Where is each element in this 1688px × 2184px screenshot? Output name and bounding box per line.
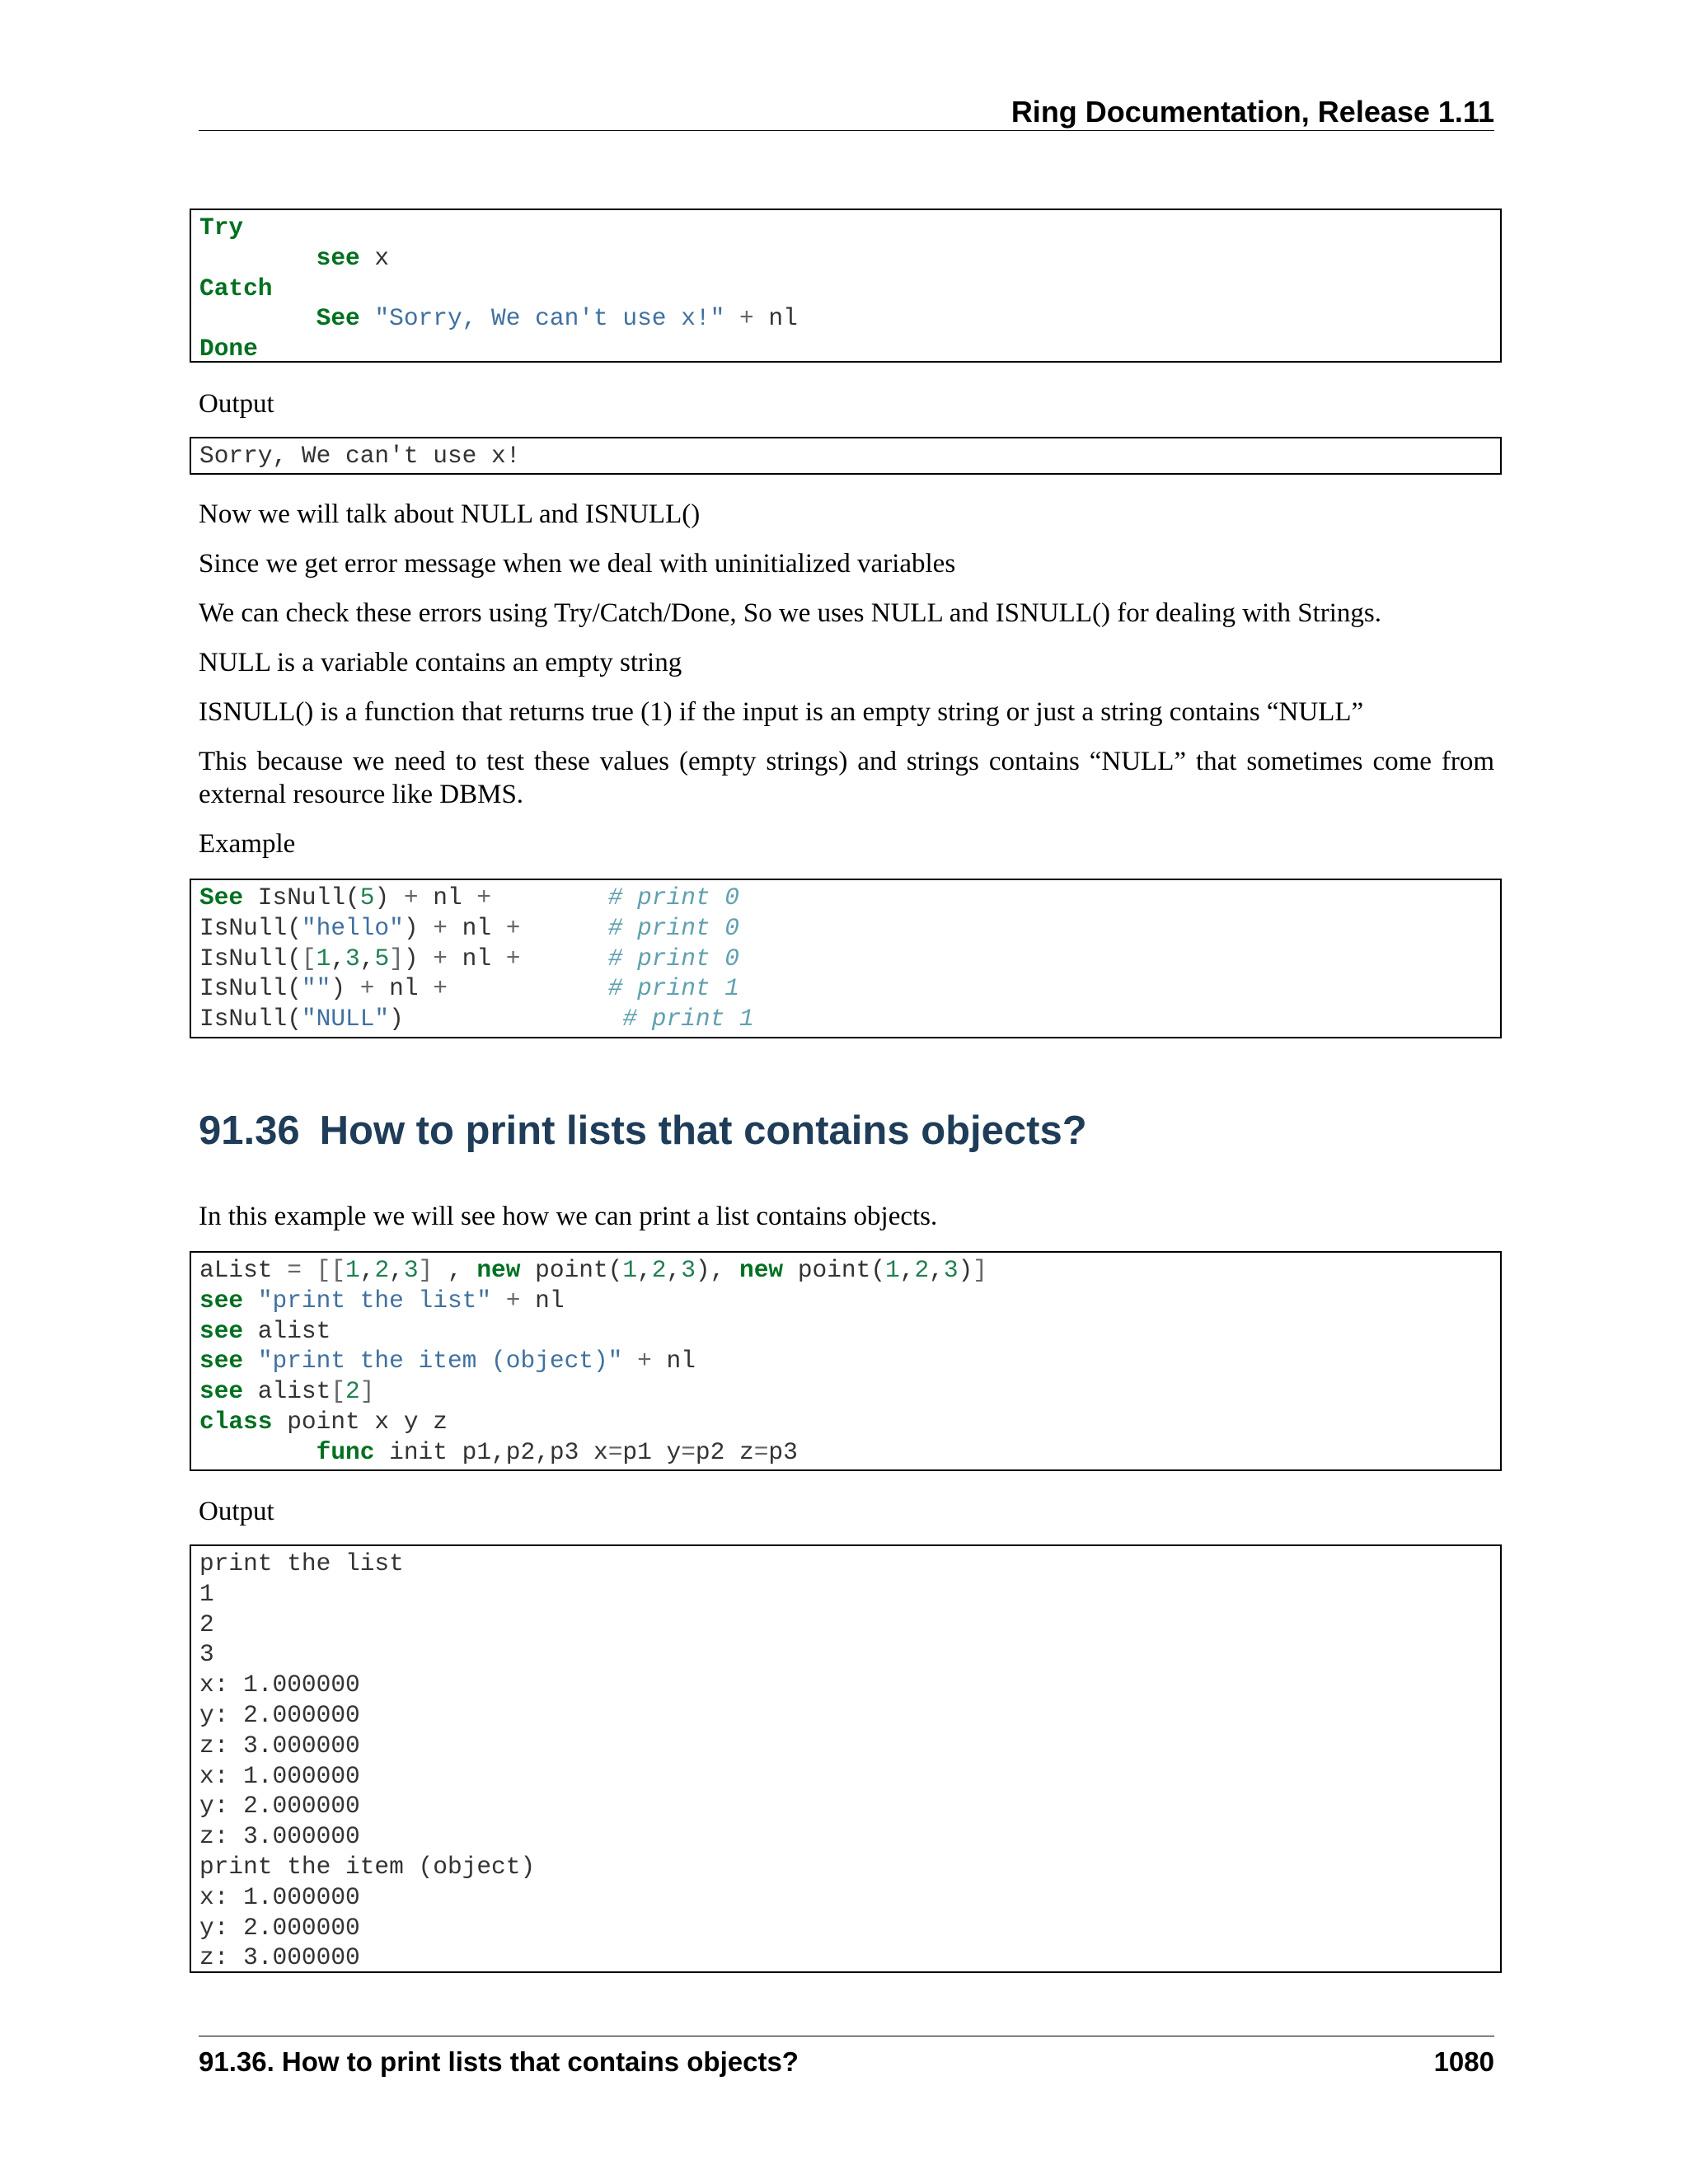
code-token: ] — [973, 1256, 987, 1284]
code-token: y: 2.000000 — [199, 1700, 360, 1729]
code-token: + — [622, 1347, 667, 1376]
paragraph: Now we will talk about NULL and ISNULL() — [199, 499, 701, 529]
code-token: ] — [389, 944, 404, 972]
code-line — [199, 1255, 1500, 1286]
code-token: + — [505, 944, 521, 972]
code-token: ) — [403, 944, 434, 972]
code-line — [199, 303, 1500, 334]
code-token: See — [199, 883, 244, 912]
code-token — [520, 914, 607, 942]
code-block-list-objects — [190, 1251, 1502, 1471]
code-token: point( — [520, 1256, 623, 1284]
code-token: , — [331, 944, 346, 972]
code-token: ) — [374, 883, 404, 912]
code-token: aList — [199, 1256, 288, 1284]
code-token: nl — [447, 944, 506, 972]
code-token: print the list — [199, 1549, 404, 1577]
code-token — [199, 1438, 316, 1466]
code-token: Catch — [199, 274, 273, 302]
code-token: = — [681, 1437, 696, 1466]
code-token: 1 — [316, 944, 331, 972]
code-token: IsNull( — [199, 913, 302, 942]
code-token: 5 — [374, 944, 390, 972]
code-line — [199, 1882, 1500, 1913]
code-token: , — [666, 1256, 682, 1284]
code-token: ) — [389, 1005, 404, 1033]
running-footer — [199, 2044, 1494, 2080]
code-block-isnull — [190, 879, 1502, 1038]
code-token — [302, 1256, 316, 1284]
code-line — [199, 1791, 1500, 1821]
code-line — [199, 1639, 1500, 1670]
code-token — [243, 1286, 258, 1315]
code-token: + — [359, 974, 375, 1003]
code-token — [199, 304, 316, 332]
code-token: 3 — [345, 944, 360, 972]
code-token: x: 1.000000 — [199, 1882, 360, 1911]
code-line — [199, 913, 1500, 944]
code-token: 2 — [914, 1256, 930, 1284]
code-token: new — [739, 1256, 784, 1284]
code-token — [404, 1005, 623, 1033]
code-line — [199, 243, 1500, 274]
code-token: ) — [331, 974, 360, 1003]
code-token: Done — [199, 335, 258, 363]
example-label: Example — [199, 829, 296, 859]
code-line — [199, 1376, 1500, 1407]
code-token: 2 — [374, 1256, 390, 1284]
code-token: x: 1.000000 — [199, 1761, 360, 1790]
code-token: 3 — [199, 1640, 214, 1669]
code-token: ] — [418, 1256, 434, 1284]
code-token: see — [316, 243, 360, 272]
code-token — [360, 304, 375, 332]
code-token: + — [403, 883, 419, 912]
section-title-text: How to print lists that contains objects? — [319, 1108, 1087, 1153]
code-token: x: 1.000000 — [199, 1671, 360, 1699]
code-line — [199, 1821, 1500, 1852]
code-line — [199, 213, 1500, 243]
code-token: new — [476, 1256, 521, 1284]
code-line — [199, 944, 1500, 974]
paragraph: This because we need to test these values (empty strings) and strings contains “NULL” that sometimes come from external resource like DBMS. — [199, 747, 1494, 809]
code-token: nl — [666, 1347, 696, 1376]
code-token: See — [316, 304, 360, 333]
code-line — [199, 1286, 1500, 1316]
code-token: alist — [243, 1316, 331, 1345]
code-token: 3 — [403, 1256, 419, 1284]
code-token: x — [359, 243, 390, 272]
code-line — [199, 274, 1500, 304]
code-token: # print 0 — [607, 883, 740, 912]
code-line — [199, 334, 1500, 364]
code-token: # print 1 — [607, 974, 740, 1003]
code-token: z: 3.000000 — [199, 1943, 360, 1972]
code-token: nl — [535, 1286, 565, 1315]
code-token: , — [433, 1256, 477, 1284]
code-line — [199, 973, 1500, 1004]
code-token: z: 3.000000 — [199, 1822, 360, 1851]
code-line — [199, 1761, 1500, 1792]
output-label: Output — [199, 1497, 274, 1526]
code-line — [199, 1913, 1500, 1943]
code-token: see — [199, 1286, 244, 1315]
code-token: + — [505, 913, 521, 942]
code-token: IsNull( — [199, 1005, 302, 1033]
code-token: 3 — [681, 1256, 696, 1284]
section-heading — [199, 1106, 1087, 1155]
code-token: point( — [783, 1256, 886, 1284]
code-token: "print the list" — [257, 1286, 492, 1315]
code-line — [199, 1579, 1500, 1610]
code-token — [520, 944, 607, 972]
code-line — [199, 1670, 1500, 1700]
code-token: 2 — [199, 1610, 214, 1638]
header-rule — [199, 130, 1494, 131]
code-token: print the item (object) — [199, 1852, 536, 1881]
paragraph: We can check these errors using Try/Catch/Done, So we uses NULL and ISNULL() for dealing with Strings. — [199, 598, 1382, 628]
code-line — [199, 1316, 1500, 1347]
code-token: p2 z — [695, 1437, 754, 1466]
code-token: 1 — [345, 1256, 360, 1284]
code-line — [199, 1004, 1500, 1034]
code-token: # print 0 — [607, 913, 740, 942]
output-block-try-catch — [190, 437, 1502, 475]
code-token: 1 — [199, 1579, 214, 1608]
code-token: # print 0 — [607, 944, 740, 972]
code-token: , — [359, 944, 375, 972]
code-line — [199, 1610, 1500, 1640]
code-token: y: 2.000000 — [199, 1792, 360, 1821]
code-block-try-catch — [190, 209, 1502, 363]
code-token: 1 — [622, 1256, 638, 1284]
code-token: "" — [301, 974, 331, 1003]
code-line — [199, 1700, 1500, 1731]
code-token: see — [199, 1377, 244, 1406]
code-token: point x y z — [272, 1407, 448, 1436]
code-token: p1 y — [622, 1437, 682, 1466]
code-token: , — [929, 1256, 944, 1284]
code-token: Sorry, We can't use x! — [199, 442, 521, 470]
code-token — [491, 883, 608, 912]
code-token: ] — [359, 1377, 375, 1406]
code-token: + — [491, 1286, 536, 1315]
code-token: "Sorry, We can't use x!" — [374, 304, 725, 333]
code-token: + — [476, 883, 492, 912]
code-token: = — [607, 1437, 623, 1466]
code-token: IsNull( — [199, 944, 302, 972]
code-token: alist — [243, 1377, 331, 1406]
code-token: IsNull( — [243, 883, 360, 912]
code-token: , — [359, 1256, 375, 1284]
code-token: init p1,p2,p3 x — [374, 1437, 608, 1466]
code-token: [ — [331, 1377, 346, 1406]
code-token: nl — [447, 913, 506, 942]
code-token: 2 — [651, 1256, 667, 1284]
code-token: # print 1 — [622, 1005, 754, 1033]
paragraph: ISNULL() is a function that returns true (1) if the input is an empty string or just a string contains “NULL” — [199, 697, 1364, 727]
code-token: "NULL" — [301, 1005, 390, 1033]
code-token: = — [753, 1437, 769, 1466]
code-token: "print the item (object)" — [257, 1347, 623, 1376]
code-token: p3 — [768, 1437, 798, 1466]
output-block-list-objects — [190, 1544, 1502, 1973]
code-token: IsNull( — [199, 974, 302, 1003]
paragraph: NULL is a variable contains an empty string — [199, 648, 682, 677]
section-intro: In this example we will see how we can print a list contains objects. — [199, 1202, 938, 1231]
code-line — [199, 1852, 1500, 1882]
code-token: ) — [403, 913, 434, 942]
code-token: [ — [301, 944, 316, 972]
code-token: nl — [374, 974, 434, 1003]
code-token: ) — [958, 1256, 973, 1284]
code-line — [199, 1943, 1500, 1973]
code-token: 5 — [359, 883, 375, 912]
code-token — [243, 1347, 258, 1375]
footer-section-ref: 91.36. How to print lists that contains objects? — [199, 2046, 799, 2077]
code-token: 1 — [885, 1256, 900, 1284]
code-token — [199, 244, 316, 272]
code-token: , — [389, 1256, 404, 1284]
code-token: class — [199, 1407, 273, 1436]
page-number: 1080 — [1433, 2046, 1494, 2077]
code-token: Try — [199, 213, 244, 241]
section-number: 91.36 — [199, 1108, 300, 1153]
code-token: y: 2.000000 — [199, 1913, 360, 1942]
code-line — [199, 1346, 1500, 1376]
running-header: Ring Documentation, Release 1.11 — [1010, 95, 1494, 129]
code-token — [448, 974, 608, 1002]
code-token: nl — [768, 304, 798, 333]
code-line — [199, 1407, 1500, 1437]
code-token: func — [316, 1437, 375, 1466]
code-token: , — [899, 1256, 915, 1284]
code-token: + — [433, 974, 448, 1003]
code-line — [199, 1731, 1500, 1761]
code-token: , — [637, 1256, 652, 1284]
code-token: + — [433, 944, 448, 972]
code-token: ), — [695, 1256, 740, 1284]
code-token: z: 3.000000 — [199, 1731, 360, 1760]
code-line — [199, 1437, 1500, 1468]
code-token: 3 — [943, 1256, 959, 1284]
code-token: 2 — [345, 1377, 360, 1406]
code-line — [199, 883, 1500, 913]
code-token: nl — [418, 883, 477, 912]
code-token: + — [724, 304, 769, 333]
code-line — [199, 441, 1500, 471]
code-token: see — [199, 1347, 244, 1376]
code-token: + — [433, 913, 448, 942]
output-label: Output — [199, 389, 274, 419]
code-line — [199, 1549, 1500, 1579]
code-token: see — [199, 1316, 244, 1345]
code-token: [[ — [316, 1256, 346, 1284]
code-token: = — [287, 1256, 302, 1284]
code-token: "hello" — [301, 913, 404, 942]
paragraph: Since we get error message when we deal with uninitialized variables — [199, 549, 956, 579]
